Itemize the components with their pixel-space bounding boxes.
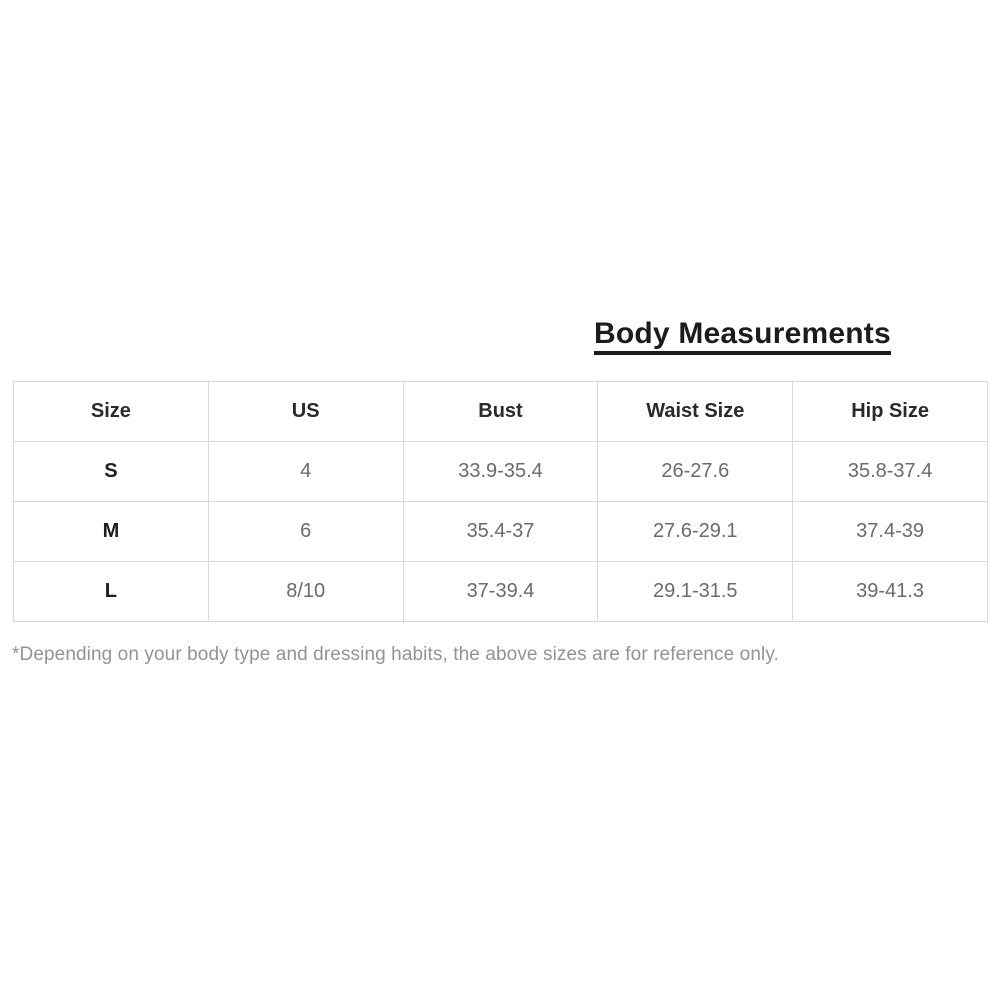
- hip-cell: 39-41.3: [793, 562, 988, 622]
- bust-cell: 37-39.4: [403, 562, 598, 622]
- waist-cell: 29.1-31.5: [598, 562, 793, 622]
- column-header-us: US: [208, 382, 403, 442]
- body-measurements-table: [13, 381, 988, 622]
- us-cell: 6: [208, 502, 403, 562]
- hip-cell: 37.4-39: [793, 502, 988, 562]
- hip-cell: 35.8-37.4: [793, 442, 988, 502]
- waist-cell: 27.6-29.1: [598, 502, 793, 562]
- bust-cell: 35.4-37: [403, 502, 598, 562]
- column-header-size: Size: [14, 382, 209, 442]
- column-header-bust: Bust: [403, 382, 598, 442]
- waist-cell: 26-27.6: [598, 442, 793, 502]
- table-header: [14, 382, 988, 442]
- table-row-m: [14, 502, 988, 562]
- size-cell: S: [14, 442, 209, 502]
- reference-disclaimer: *Depending on your body type and dressing habits, the above sizes are for reference only.: [12, 644, 779, 665]
- table-row-l: [14, 562, 988, 622]
- bust-cell: 33.9-35.4: [403, 442, 598, 502]
- table-body: [14, 442, 988, 622]
- size-cell: M: [14, 502, 209, 562]
- size-cell: L: [14, 562, 209, 622]
- column-header-hip-size: Hip Size: [793, 382, 988, 442]
- us-cell: 4: [208, 442, 403, 502]
- us-cell: 8/10: [208, 562, 403, 622]
- page-title: Body Measurements: [594, 317, 891, 355]
- table-row-s: [14, 442, 988, 502]
- column-header-waist-size: Waist Size: [598, 382, 793, 442]
- table-header-row: [14, 382, 988, 442]
